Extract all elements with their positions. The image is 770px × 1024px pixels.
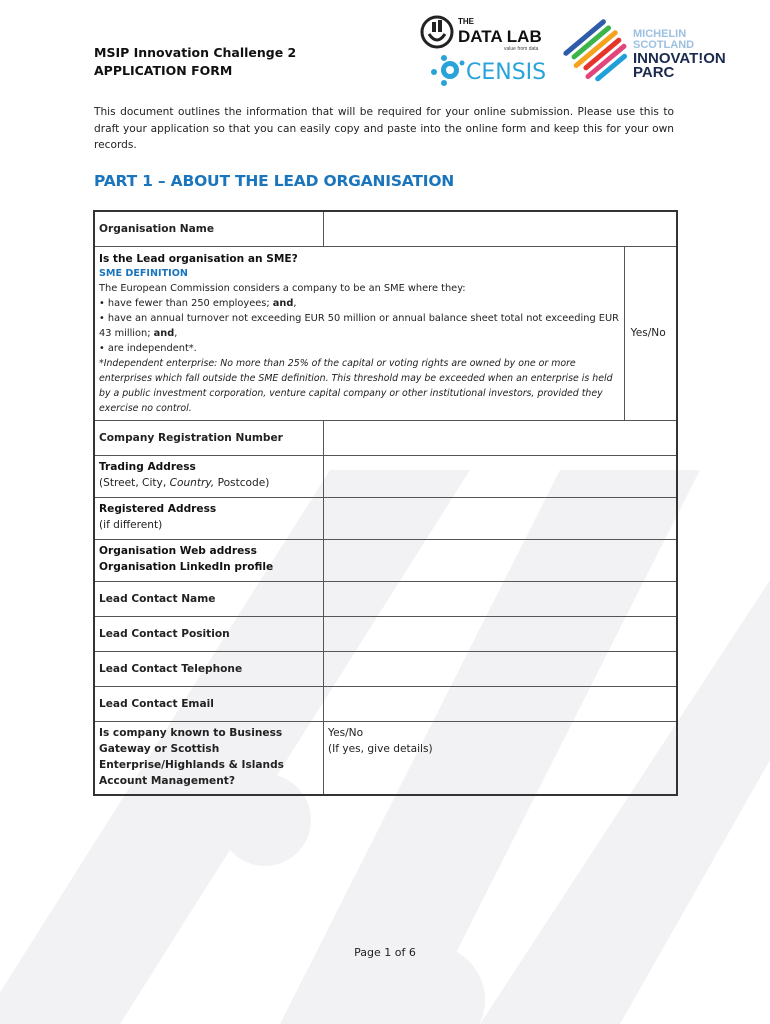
sme-bullet-1: • have fewer than 250 employees; and, — [99, 297, 297, 309]
web-linkedin-cell — [94, 539, 324, 581]
business-gateway-hint: (If yes, give details) — [328, 742, 433, 755]
contact-telephone-label: Lead Contact Telephone — [94, 651, 324, 686]
business-gateway-field[interactable] — [324, 721, 678, 795]
table-row — [94, 455, 677, 497]
org-name-label: Organisation Name — [94, 211, 324, 246]
sme-definition-heading: SME DEFINITION — [99, 267, 188, 279]
contact-name-label: Lead Contact Name — [94, 581, 324, 616]
org-name-field[interactable] — [324, 211, 678, 246]
page-number: Page 1 of 6 — [354, 946, 416, 959]
datalab-logo — [422, 17, 542, 52]
sme-independent-note: *Independent enterprise: No more than 25% of the capital or voting rights are owned by one or more enterprises which fall outside the SME definition. This threshold may be exceeded when an enterprise is held by a public investment corporation, venture capital company or other institutional investors, provided they exercise no control. — [99, 357, 613, 414]
table-row — [94, 616, 677, 651]
sme-question: Is the Lead organisation an SME? — [99, 252, 298, 265]
registered-address-cell — [94, 497, 324, 539]
section-heading: PART 1 – ABOUT THE LEAD ORGANISATION — [94, 172, 455, 190]
document-title — [94, 44, 296, 80]
datalab-name: DATA LAB — [458, 27, 542, 46]
business-gateway-yesno: Yes/No — [328, 726, 364, 739]
table-row — [94, 211, 677, 246]
web-address-label: Organisation Web address — [99, 544, 257, 557]
sme-answer-text: Yes/No — [630, 327, 666, 339]
document-title-line1: MSIP Innovation Challenge 2 — [94, 45, 297, 60]
sme-cell — [94, 246, 624, 420]
table-row — [94, 420, 677, 455]
business-gateway-label: Is company known to Business Gateway or Scottish Enterprise/Highlands & Islands Account Management? — [94, 721, 324, 795]
sme-answer-field[interactable] — [624, 246, 677, 420]
datalab-the: THE — [458, 17, 474, 26]
registered-address-field[interactable] — [324, 497, 678, 539]
michelin-icon — [562, 17, 634, 87]
datalab-tagline: value from data — [504, 46, 539, 52]
lead-organisation-table — [93, 210, 678, 796]
registered-address-hint: (if different) — [99, 518, 163, 531]
sme-intro: The European Commission considers a company to be an SME where they: — [99, 282, 466, 294]
table-row — [94, 581, 677, 616]
table-row — [94, 686, 677, 721]
michelin-line1: MICHELIN — [633, 28, 687, 40]
trading-address-label: Trading Address — [99, 460, 196, 473]
linkedin-label: Organisation LinkedIn profile — [99, 560, 274, 573]
sme-bullet-2: • have an annual turnover not exceeding EUR 50 million or annual balance sheet total not exceeding EUR 43 million; and, — [99, 312, 619, 339]
michelin-line3: INNOVAT!ON — [633, 50, 726, 67]
partner-logos — [420, 10, 760, 90]
trading-address-field[interactable] — [324, 455, 678, 497]
registered-address-label: Registered Address — [99, 502, 217, 515]
contact-email-label: Lead Contact Email — [94, 686, 324, 721]
censis-logo — [431, 55, 546, 86]
table-row — [94, 497, 677, 539]
table-row — [94, 246, 677, 420]
michelin-line4: PARC — [633, 64, 675, 81]
contact-email-field[interactable] — [324, 686, 678, 721]
intro-paragraph: This document outlines the information that will be required for your online submission. Please use this to draft your application so that you can easily copy and paste into the online form and keep this for your own records. — [94, 106, 674, 151]
contact-name-field[interactable] — [324, 581, 678, 616]
sme-bullet-3: • are independent*. — [99, 342, 197, 354]
michelin-line2: SCOTLAND — [633, 39, 695, 51]
contact-telephone-field[interactable] — [324, 651, 678, 686]
trading-address-cell — [94, 455, 324, 497]
table-row — [94, 721, 677, 795]
table-row — [94, 651, 677, 686]
trading-address-hint: (Street, City, Country, Postcode) — [99, 476, 270, 489]
michelin-logo-text — [633, 28, 726, 81]
web-linkedin-field[interactable] — [324, 539, 678, 581]
document-title-line2: APPLICATION FORM — [94, 63, 233, 78]
company-reg-field[interactable] — [324, 420, 678, 455]
contact-position-label: Lead Contact Position — [94, 616, 324, 651]
contact-position-field[interactable] — [324, 616, 678, 651]
table-row — [94, 539, 677, 581]
censis-name: CENSIS — [466, 60, 547, 85]
company-reg-label: Company Registration Number — [94, 420, 324, 455]
